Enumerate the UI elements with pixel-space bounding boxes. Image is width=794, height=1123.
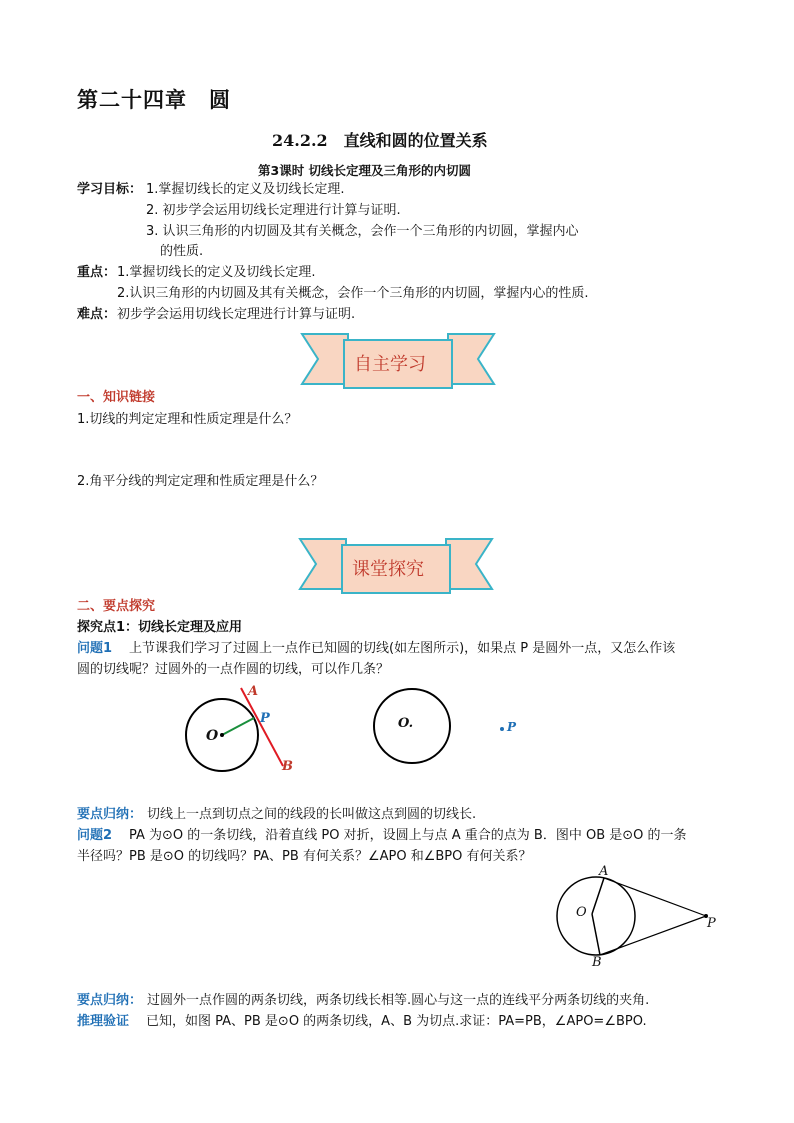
problem2-label: 问题2 [77,828,113,843]
summary2-label: 要点归纳： [77,993,143,1008]
proof-label: 推理验证 [77,1014,130,1029]
figure1-label-O: O [206,728,219,744]
objectives-label: 学习目标： [77,182,143,197]
explore-point-1: 探究点1：切线长定理及应用 [77,620,243,635]
figure1-label-B: B [282,759,293,774]
two-tangents-figure [548,866,718,966]
objective-3-cont: 的性质. [160,244,204,259]
figure3-label-P: P [707,916,716,931]
summary2-text: 过圆外一点作圆的两条切线，两条切线长相等.圆心与这一点的连线平分两条切线的夹角. [147,993,650,1008]
figure3-label-B: B [592,955,602,970]
figure1-label-P: P [260,711,270,726]
banner-self-study [300,330,496,392]
figure3-label-A: A [599,864,609,879]
figure1-label-A: A [248,684,259,699]
chapter-title: 第二十四章 圆 [77,87,231,112]
figure2-label-P: P [507,720,517,734]
proof-text: 已知，如图 PA、PB 是⊙O 的两条切线，A、B 为切点.求证：PA=PB，∠APO=∠BPO. [146,1014,647,1029]
part1-heading: 一、知识链接 [77,390,156,405]
circle-external-point-figure [370,686,460,766]
problem1-line1: 上节课我们学习了过圆上一点作已知圆的切线(如左图所示)，如果点 P 是圆外一点，又怎么作该 [129,641,676,656]
objective-2: 2. 初步学会运用切线长定理进行计算与证明. [146,203,401,218]
figure3-label-O: O [576,905,587,920]
section-title: 24.2.2 直线和圆的位置关系 [272,131,488,150]
banner-self-study-text: 自主学习 [354,354,426,375]
part1-question-1: 1.切线的判定定理和性质定理是什么？ [77,412,298,427]
problem1-line2: 圆的切线呢？过圆外的一点作圆的切线，可以作几条？ [77,662,390,677]
part2-heading: 二、要点探究 [77,599,156,614]
summary1-label: 要点归纳： [77,807,143,822]
key-points-label: 重点： [77,265,117,280]
banner-class-explore-text: 课堂探究 [352,559,424,580]
point-dot-icon [500,727,504,731]
key-point-1: 1.掌握切线长的定义及切线长定理. [117,265,316,280]
objective-1: 1.掌握切线长的定义及切线长定理. [146,182,345,197]
difficulty-text: 初步学会运用切线长定理进行计算与证明. [117,307,356,322]
problem2-line2: 半径吗？PB 是⊙O 的切线吗？PA、PB 有何关系？∠APO 和∠BPO 有何关系？ [77,849,532,864]
summary1-text: 切线上一点到切点之间的线段的长叫做这点到圆的切线长. [147,807,477,822]
lesson-title: 第3课时 切线长定理及三角形的内切圆 [258,163,472,178]
key-point-2: 2.认识三角形的内切圆及其有关概念，会作一个三角形的内切圆，掌握内心的性质. [117,286,589,301]
problem1-label: 问题1 [77,641,113,656]
figure2-label-O: O. [398,716,414,731]
objective-3: 3. 认识三角形的内切圆及其有关概念，会作一个三角形的内切圆，掌握内心 [146,224,579,239]
tangent-at-point-figure [170,680,300,780]
problem2-line1: PA 为⊙O 的一条切线，沿着直线 PO 对折，设圆上与点 A 重合的点为 B．图中 OB 是⊙O 的一条 [129,828,687,843]
banner-class-explore [298,535,494,597]
part1-question-2: 2.角平分线的判定定理和性质定理是什么？ [77,474,324,489]
difficulty-label: 难点： [77,307,117,322]
